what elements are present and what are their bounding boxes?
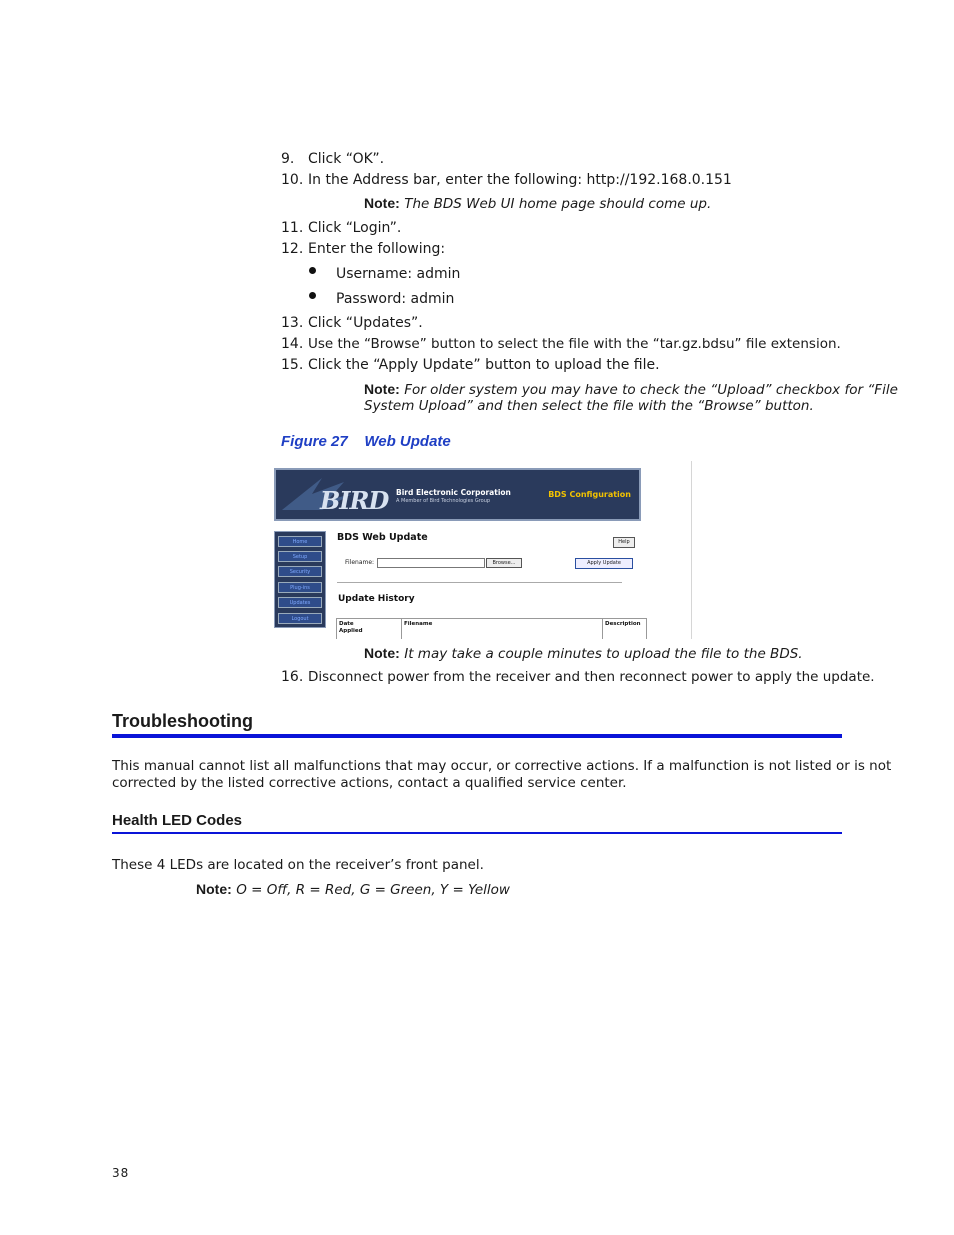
- step-text: Click “Updates”.: [308, 315, 423, 331]
- note-upload-time: [364, 645, 803, 662]
- subsection-heading: Health LED Codes: [112, 812, 243, 829]
- bullet-username: Username: admin: [336, 266, 461, 282]
- column-description: Description: [605, 621, 641, 627]
- column-divider: [401, 619, 402, 639]
- body-paragraph: This manual cannot list all malfunctions that may occur, or corrective actions. If a malfunction is not listed or is not: [112, 758, 892, 774]
- note-text: O = Off, R = Red, G = Green, Y = Yellow: [236, 882, 510, 898]
- column-divider: [602, 619, 603, 639]
- filename-input[interactable]: [377, 558, 485, 568]
- browse-button[interactable]: Browse...: [486, 558, 522, 568]
- apply-update-button[interactable]: Apply Update: [575, 558, 633, 569]
- nav-setup[interactable]: Setup: [278, 551, 322, 562]
- note-text: The BDS Web UI home page should come up.: [404, 196, 712, 212]
- bullet-password: Password: admin: [336, 291, 455, 307]
- config-title: BDS Configuration: [548, 490, 631, 499]
- subheading-rule: [112, 832, 842, 834]
- note-text: It may take a couple minutes to upload the file to the BDS.: [404, 646, 803, 662]
- column-filename: Filename: [404, 621, 433, 627]
- step-text: Click “OK”.: [308, 151, 385, 167]
- header-banner: [274, 468, 641, 521]
- filename-label: Filename:: [345, 559, 375, 566]
- web-update-screenshot: [272, 461, 692, 639]
- note-text-continued: System Upload” and then select the file with the “Browse” button.: [364, 398, 814, 414]
- body-paragraph: These 4 LEDs are located on the receiver’s front panel.: [112, 857, 484, 873]
- note-label: Note:: [364, 195, 400, 211]
- step-text: Disconnect power from the receiver and then reconnect power to apply the update.: [308, 669, 875, 685]
- help-button[interactable]: Help: [613, 537, 635, 548]
- column-divider: [336, 619, 337, 639]
- nav-logout[interactable]: Logout: [278, 613, 322, 624]
- step-text: Enter the following:: [308, 241, 446, 257]
- step-number: 12.: [281, 241, 304, 257]
- step-number: 15.: [281, 357, 304, 373]
- bullet-icon: [309, 292, 316, 299]
- note-label: Note:: [196, 881, 232, 897]
- step-number: 14.: [281, 336, 304, 352]
- corp-subtitle: A Member of Bird Technologies Group: [396, 498, 491, 504]
- column-divider: [646, 619, 647, 639]
- step-number: 16.: [281, 669, 304, 685]
- note-led-legend: [196, 881, 510, 898]
- figure-caption: Figure 27 Web Update: [281, 433, 451, 450]
- step-text: Use the “Browse” button to select the file with the “tar.gz.bdsu” file extension.: [308, 336, 841, 352]
- nav-home[interactable]: Home: [278, 536, 322, 547]
- note-text: For older system you may have to check the “Upload” checkbox for “File: [404, 382, 898, 398]
- column-date: [339, 621, 363, 635]
- step-number: 10.: [281, 172, 304, 188]
- bullet-icon: [309, 267, 316, 274]
- heading-rule: [112, 734, 842, 738]
- step-number: 13.: [281, 315, 304, 331]
- step-text: Click the “Apply Update” button to upload the file.: [308, 357, 660, 373]
- bird-logo: BIRD: [320, 486, 389, 515]
- corp-name: Bird Electronic Corporation: [396, 488, 511, 497]
- step-text: Click “Login”.: [308, 220, 402, 236]
- page-number: 38: [112, 1166, 130, 1180]
- nav-sidebar: [274, 531, 326, 628]
- history-table-header: [336, 618, 647, 639]
- nav-updates[interactable]: Updates: [278, 597, 322, 608]
- nav-plugins[interactable]: Plug-ins: [278, 582, 322, 593]
- update-history-title: Update History: [338, 594, 415, 604]
- panel-title: BDS Web Update: [337, 532, 428, 543]
- divider: [337, 582, 622, 583]
- note-home-page: [364, 195, 711, 212]
- section-heading: Troubleshooting: [112, 711, 253, 731]
- column-applied-label: Applied: [339, 628, 363, 634]
- note-label: Note:: [364, 381, 400, 397]
- step-text: In the Address bar, enter the following: http://192.168.0.151: [308, 172, 732, 188]
- step-number: 9.: [281, 151, 295, 167]
- note-label: Note:: [364, 645, 400, 661]
- note-older-system: [364, 381, 898, 398]
- column-date-label: Date: [339, 621, 354, 627]
- step-number: 11.: [281, 220, 304, 236]
- nav-security[interactable]: Security: [278, 566, 322, 577]
- figure-edge: [691, 461, 692, 639]
- body-paragraph-continued: corrected by the listed corrective actions, contact a qualified service center.: [112, 775, 627, 791]
